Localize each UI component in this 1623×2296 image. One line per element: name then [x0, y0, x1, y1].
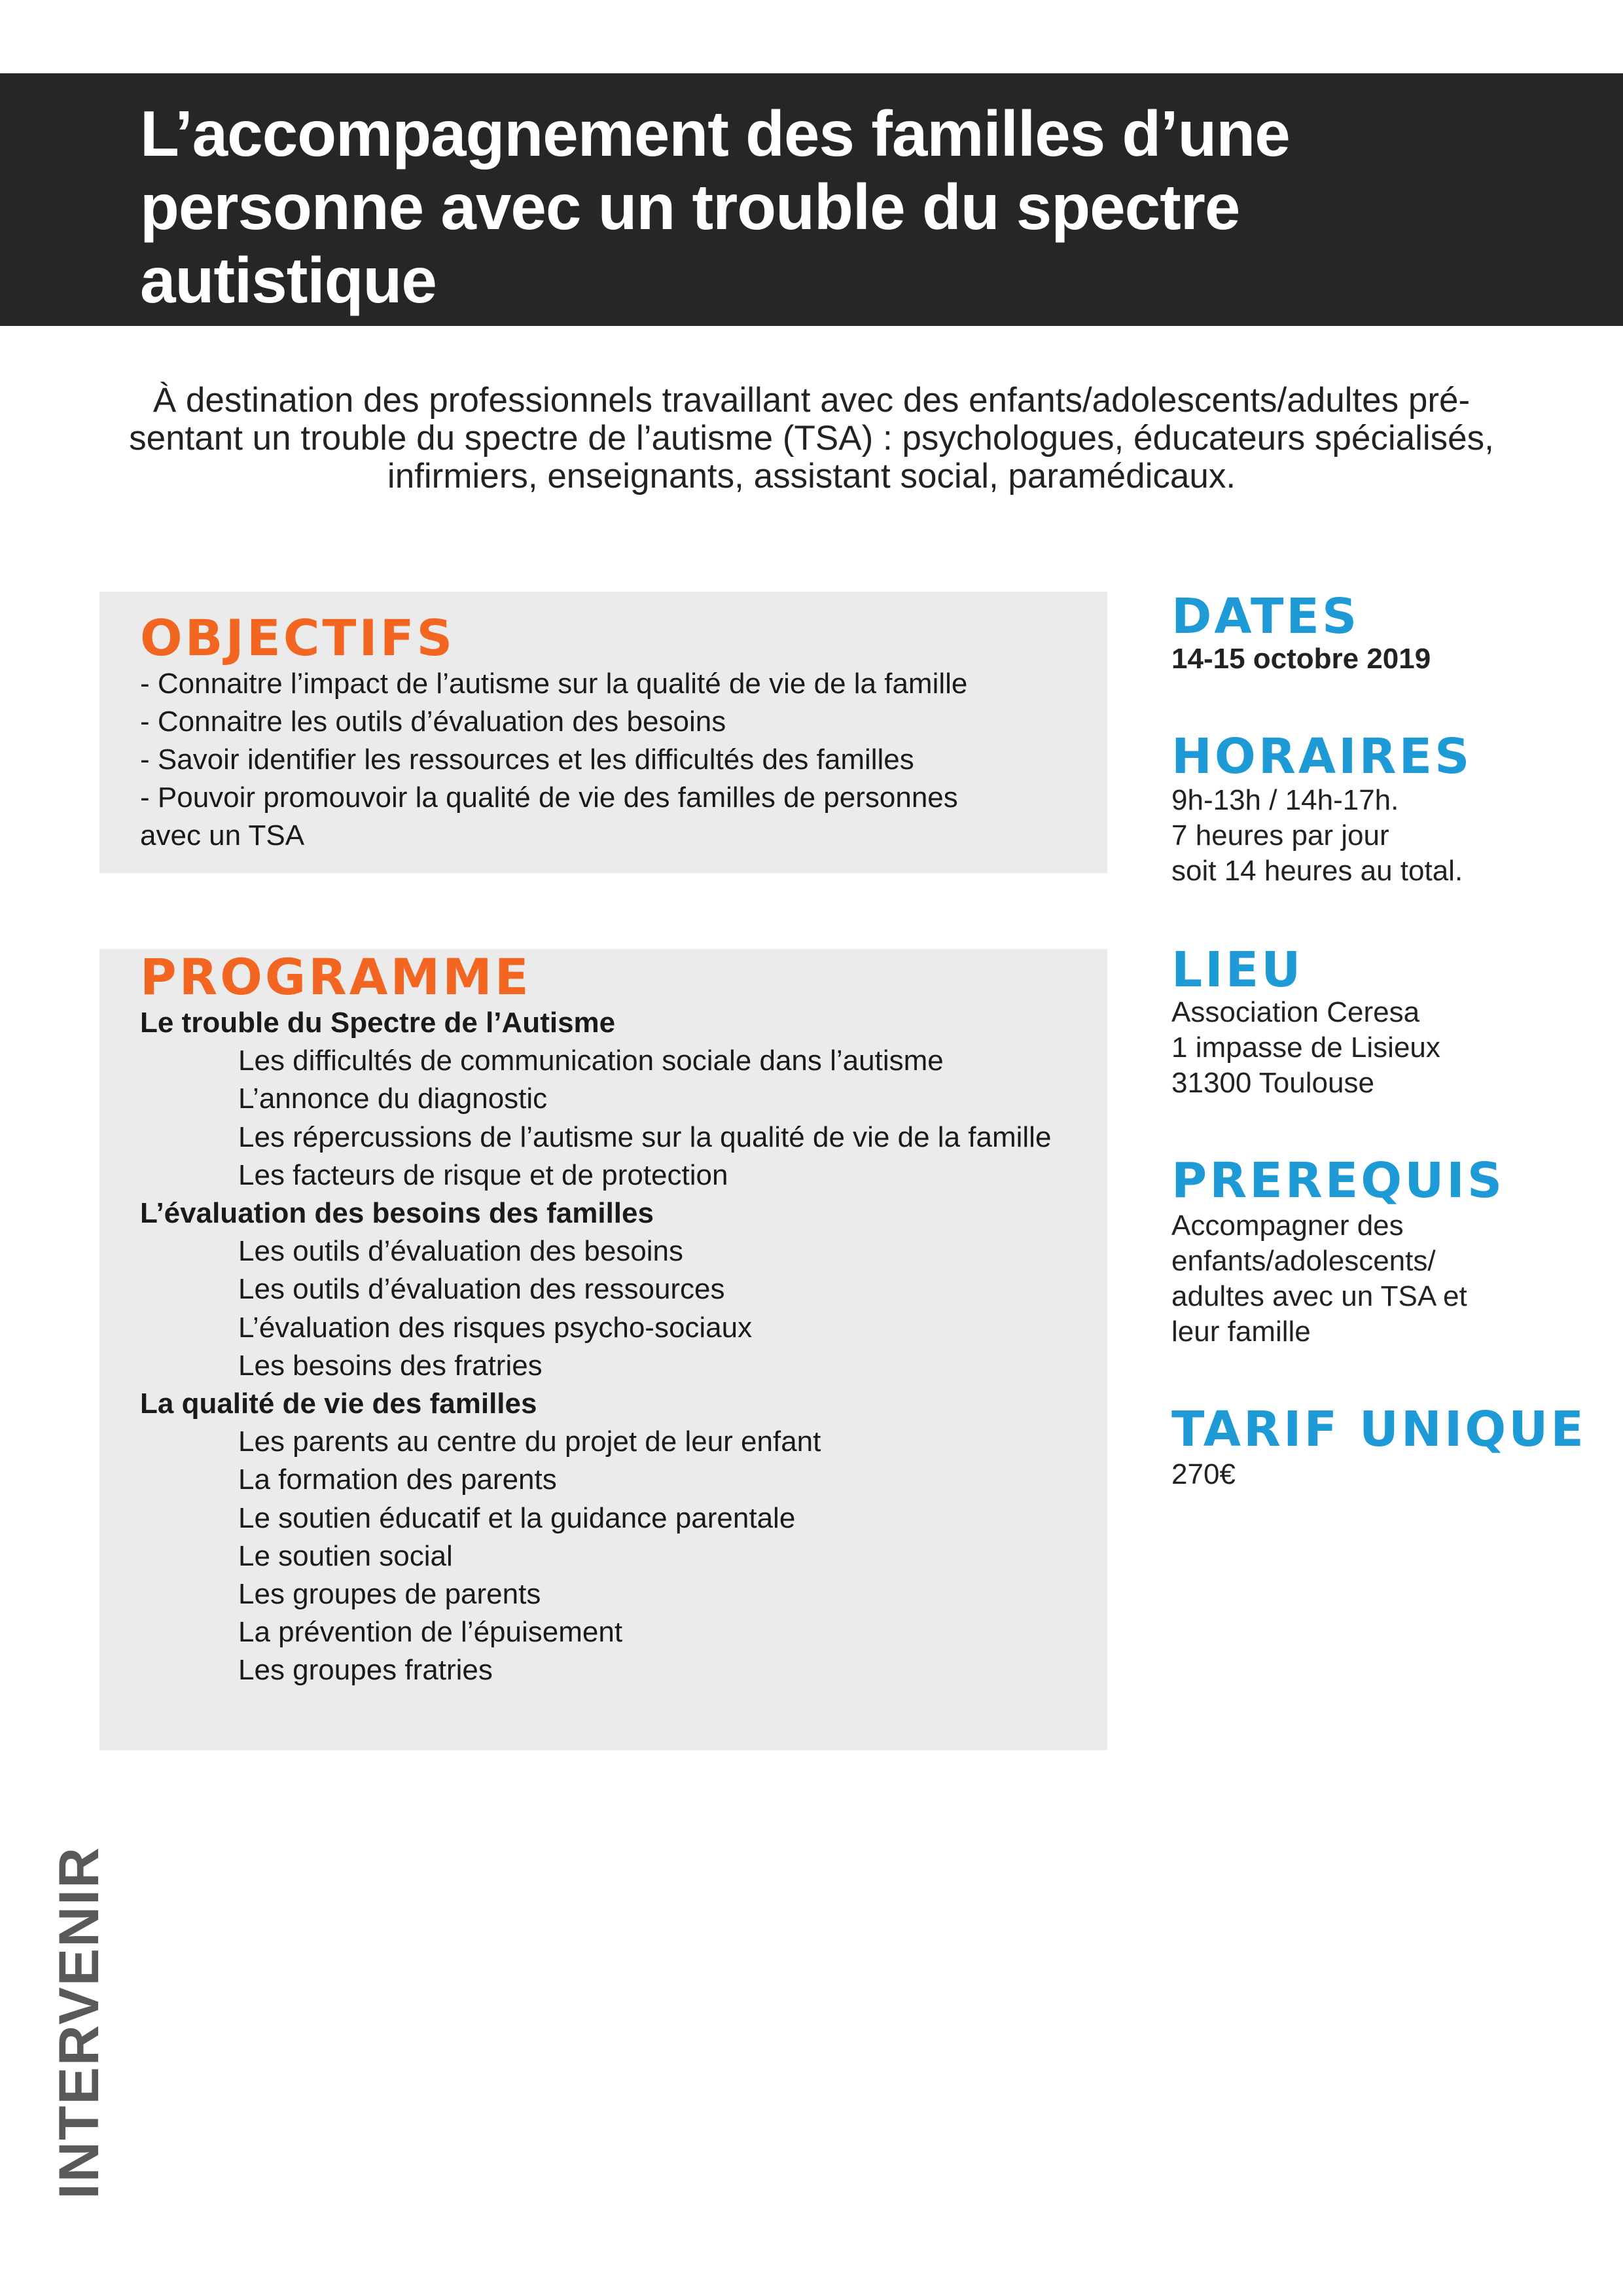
- page-title: [140, 97, 1606, 317]
- list-item: Les groupes fratries: [238, 1654, 493, 1687]
- list-item: Les outils d’évaluation des besoins: [238, 1235, 684, 1268]
- tarif-title: TARIF UNIQUE: [1171, 1401, 1586, 1458]
- horaires-text: [1171, 783, 1590, 889]
- prerequis-line: adultes avec un TSA et: [1171, 1280, 1467, 1312]
- list-item: - Savoir identifier les ressources et les difficultés des familles: [140, 744, 914, 776]
- title-line: autistique: [140, 244, 437, 316]
- dates-value: 14-15 octobre 2019: [1171, 643, 1431, 675]
- programme-list: [140, 1004, 1096, 1690]
- list-item: - Connaitre les outils d’évaluation des besoins: [140, 706, 726, 738]
- lieu-title: LIEU: [1171, 942, 1304, 998]
- title-line: L’accompagnement des familles d’une: [140, 98, 1290, 170]
- programme-section-heading: La qualité de vie des familles: [140, 1388, 537, 1420]
- list-item: avec un TSA: [140, 819, 305, 852]
- tarif-value: 270€: [1171, 1458, 1236, 1490]
- intro-line: À destination des professionnels travaillant avec des enfants/adolescents/adultes pré-: [152, 381, 1471, 420]
- list-item: - Connaitre l’impact de l’autisme sur la qualité de vie de la famille: [140, 668, 968, 700]
- objectifs-list: [140, 665, 1082, 855]
- prerequis-text: [1171, 1208, 1590, 1350]
- prerequis-line: leur famille: [1171, 1316, 1311, 1348]
- intro-line: sentant un trouble du spectre de l’autisme (TSA) : psychologues, éducateurs spécialisés,: [129, 419, 1494, 457]
- list-item: Les outils d’évaluation des ressources: [238, 1273, 725, 1306]
- list-item: La prévention de l’épuisement: [238, 1616, 623, 1649]
- list-item: Le soutien éducatif et la guidance parentale: [238, 1501, 796, 1534]
- list-item: L’annonce du diagnostic: [238, 1083, 548, 1115]
- prerequis-title: PREREQUIS: [1171, 1153, 1505, 1209]
- list-item: Les besoins des fratries: [238, 1349, 543, 1382]
- list-item: L’évaluation des risques psycho-sociaux: [238, 1311, 753, 1344]
- list-item: La formation des parents: [238, 1463, 557, 1496]
- prerequis-line: enfants/adolescents/: [1171, 1245, 1436, 1277]
- lieu-line: 1 impasse de Lisieux: [1171, 1031, 1440, 1064]
- dates-title: DATES: [1171, 588, 1360, 645]
- list-item: Les parents au centre du projet de leur enfant: [238, 1426, 821, 1458]
- title-line: personne avec un trouble du spectre: [140, 171, 1240, 243]
- list-item: - Pouvoir promouvoir la qualité de vie des familles de personnes: [140, 781, 958, 814]
- list-item: Les facteurs de risque et de protection: [238, 1158, 728, 1191]
- horaires-line: soit 14 heures au total.: [1171, 855, 1463, 887]
- horaires-line: 7 heures par jour: [1171, 819, 1389, 852]
- lieu-line: Association Ceresa: [1171, 996, 1420, 1028]
- horaires-line: 9h-13h / 14h-17h.: [1171, 784, 1399, 816]
- list-item: Les répercussions de l’autisme sur la qualité de vie de la famille: [238, 1121, 1052, 1153]
- lieu-text: [1171, 995, 1590, 1101]
- side-label: INTERVENIR: [48, 1846, 111, 2199]
- list-item: Le soutien social: [238, 1539, 453, 1572]
- objectifs-title: OBJECTIFS: [140, 609, 455, 667]
- list-item: Les difficultés de communication sociale dans l’autisme: [238, 1045, 944, 1077]
- programme-section-heading: Le trouble du Spectre de l’Autisme: [140, 1007, 616, 1039]
- intro-line: infirmiers, enseignants, assistant social, paramédicaux.: [387, 457, 1236, 495]
- intro-paragraph: [79, 382, 1544, 495]
- lieu-line: 31300 Toulouse: [1171, 1067, 1374, 1099]
- programme-section-heading: L’évaluation des besoins des familles: [140, 1197, 654, 1230]
- programme-title: PROGRAMME: [140, 948, 531, 1006]
- horaires-title: HORAIRES: [1171, 728, 1472, 785]
- prerequis-line: Accompagner des: [1171, 1210, 1404, 1242]
- list-item: Les groupes de parents: [238, 1578, 541, 1611]
